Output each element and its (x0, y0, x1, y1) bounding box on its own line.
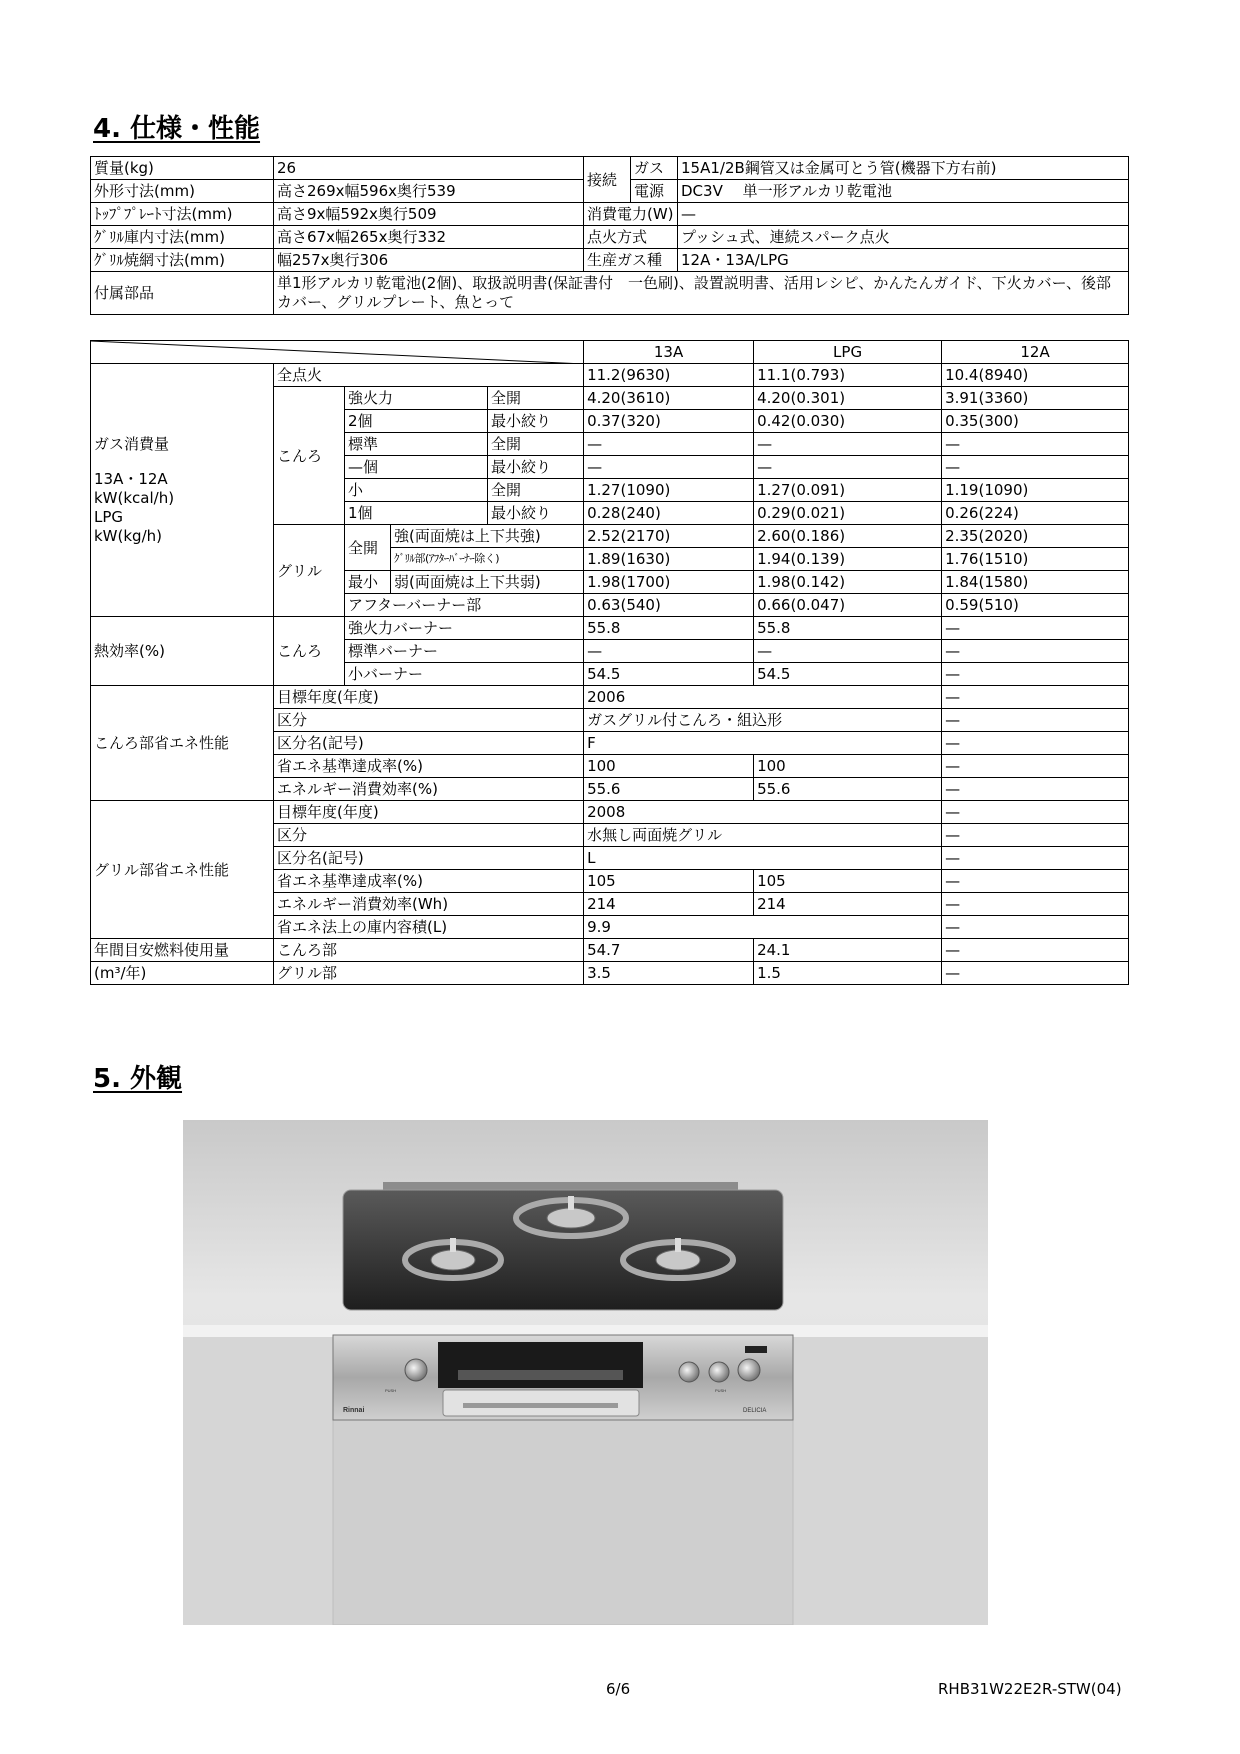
cell: — (942, 939, 1129, 962)
cell: 105 (754, 870, 942, 893)
push-label-right: PUSH (715, 1388, 727, 1393)
cell: 100 (584, 755, 754, 778)
cell: — (942, 686, 1129, 709)
cell: 0.28(240) (584, 502, 754, 525)
stove-label: こんろ (274, 617, 345, 686)
spec-table (90, 156, 1129, 315)
cell: 0.66(0.047) (754, 594, 942, 617)
brand-label: Rinnai (343, 1407, 365, 1414)
target-year-label: 目標年度(年度) (274, 801, 584, 824)
mass-value: 26 (274, 157, 584, 180)
stove-part-label: こんろ部 (274, 939, 584, 962)
gas-unit-line: LPG (94, 507, 124, 526)
header-lpg: LPG (754, 341, 942, 364)
cell: 11.1(0.793) (754, 364, 942, 387)
gas-type-label: 生産ガス種 (584, 249, 678, 272)
cell: F (584, 732, 942, 755)
grill-in-label: ｸﾞﾘﾙ庫内寸法(mm) (91, 226, 274, 249)
both-strong-label: 強(両面焼は上下共強) (391, 525, 584, 548)
afterburner-label: アフターバーナー部 (345, 594, 584, 617)
stove-energy-label: こんろ部省エネ性能 (91, 686, 274, 801)
grill-in-value: 高さ67x幅265x奥行332 (274, 226, 584, 249)
category-label: 区分 (274, 824, 584, 847)
cell: — (942, 916, 1129, 939)
gas-label: ガス (631, 157, 678, 180)
mass-label: 質量(kg) (91, 157, 274, 180)
cell: — (942, 617, 1129, 640)
knob-right-1 (679, 1362, 699, 1382)
cell: — (754, 433, 942, 456)
achievement-label: 省エネ基準達成率(%) (274, 870, 584, 893)
cell: 1.89(1630) (584, 548, 754, 571)
knob-right-3 (738, 1359, 760, 1381)
power-value: DC3V 単一形アルカリ乾電池 (678, 180, 1129, 203)
full-open-label: 全開 (488, 479, 584, 502)
top-value: 高さ9x幅592x奥行509 (274, 203, 584, 226)
grill-net-value: 幅257x奥行306 (274, 249, 584, 272)
annual-unit-label: (m³/年) (91, 962, 274, 985)
achievement-label: 省エネ基準達成率(%) (274, 755, 584, 778)
knob-left (405, 1359, 427, 1381)
cell: — (942, 962, 1129, 985)
cell: 0.63(540) (584, 594, 754, 617)
cabinet-door (333, 1420, 793, 1625)
power-label: 電源 (631, 180, 678, 203)
cell: 0.42(0.030) (754, 410, 942, 433)
cell: 55.8 (584, 617, 754, 640)
cell: 1.19(1090) (942, 479, 1129, 502)
grill-window (438, 1342, 643, 1388)
gas-unit-line: 13A・12A (94, 469, 168, 488)
grill-net-label: ｸﾞﾘﾙ焼網寸法(mm) (91, 249, 274, 272)
cell: — (942, 456, 1129, 479)
cell: 2.52(2170) (584, 525, 754, 548)
conn-label: 接続 (584, 157, 631, 203)
standard-label: 標準 (345, 433, 488, 456)
cell: 0.35(300) (942, 410, 1129, 433)
top-label: ﾄｯﾌﾟﾌﾟﾚｰﾄ寸法(mm) (91, 203, 274, 226)
full-open-label: 全開 (488, 433, 584, 456)
header-12a: 12A (942, 341, 1129, 364)
gas-unit-line: kW(kcal/h) (94, 488, 175, 507)
accessories-value: 単1形アルカリ乾電池(2個)、取扱説明書(保証書付 一色刷)、設置説明書、活用レシピ、かんたんガイド、下火カバー、後部カバー、グリルプレート、魚とって (274, 272, 1129, 315)
consumption-value: — (678, 203, 1129, 226)
cell: 214 (754, 893, 942, 916)
cell: 54.5 (584, 663, 754, 686)
min-throttle-label: 最小絞り (488, 456, 584, 479)
cell: 1.5 (754, 962, 942, 985)
appearance-section-title: 5. 外観 (93, 1064, 183, 1094)
cell: 1.76(1510) (942, 548, 1129, 571)
efficiency-label: エネルギー消費効率(%) (274, 778, 584, 801)
performance-table (90, 340, 1129, 985)
gas-type-value: 12A・13A/LPG (678, 249, 1129, 272)
cell: 4.20(3610) (584, 387, 754, 410)
small-label: 小 (345, 479, 488, 502)
consumption-label: 消費電力(W) (584, 203, 678, 226)
two-label: 2個 (345, 410, 488, 433)
cell: 54.7 (584, 939, 754, 962)
grill-energy-label: グリル部省エネ性能 (91, 801, 274, 939)
cell: ガスグリル付こんろ・組込形 (584, 709, 942, 732)
ignition-label: 点火方式 (584, 226, 678, 249)
cell: 11.2(9630) (584, 364, 754, 387)
cell: 1.27(1090) (584, 479, 754, 502)
cell: — (942, 847, 1129, 870)
cell: — (584, 433, 754, 456)
cell: 105 (584, 870, 754, 893)
page-number: 6/6 (606, 1680, 631, 1698)
cell: 55.6 (584, 778, 754, 801)
strong-label: 強火力 (345, 387, 488, 410)
spec-section-title: 4. 仕様・性能 (93, 114, 261, 144)
min-label: 最小 (345, 571, 391, 594)
cell: 3.91(3360) (942, 387, 1129, 410)
category-name-label: 区分名(記号) (274, 847, 584, 870)
strong-burner-label: 強火力バーナー (345, 617, 584, 640)
cell: 1.27(0.091) (754, 479, 942, 502)
annual-label: 年間目安燃料使用量 (91, 939, 274, 962)
cell: — (754, 456, 942, 479)
grill-part-label: ｸﾞﾘﾙ部(ｱﾌﾀｰﾊﾞｰﾅｰ除く) (391, 548, 584, 571)
grill-label: グリル (274, 525, 345, 617)
header-13a: 13A (584, 341, 754, 364)
cell: 1.84(1580) (942, 571, 1129, 594)
cell: 0.37(320) (584, 410, 754, 433)
small-burner-label: 小バーナー (345, 663, 584, 686)
cell: — (942, 870, 1129, 893)
ignition-value: プッシュ式、連続スパーク点火 (678, 226, 1129, 249)
cell: — (584, 456, 754, 479)
grill-rack (458, 1370, 623, 1380)
target-year-label: 目標年度(年度) (274, 686, 584, 709)
efficiency-wh-label: エネルギー消費効率(Wh) (274, 893, 584, 916)
cell: 55.6 (754, 778, 942, 801)
cell: — (942, 433, 1129, 456)
cell: — (942, 893, 1129, 916)
cell: 0.59(510) (942, 594, 1129, 617)
gas-unit-line: kW(kg/h) (94, 526, 162, 545)
cell: 54.5 (754, 663, 942, 686)
one-label: 1個 (345, 502, 488, 525)
gas-consumption-label: ガス消費量 13A・12A kW(kcal/h) LPG kW(kg/h) (91, 364, 274, 617)
header-diagonal-cell (91, 341, 584, 364)
min-throttle-label: 最小絞り (488, 410, 584, 433)
category-label: 区分 (274, 709, 584, 732)
cell: 水無し両面焼グリル (584, 824, 942, 847)
cell: — (942, 640, 1129, 663)
cell: — (942, 732, 1129, 755)
cell: — (942, 755, 1129, 778)
cell: 10.4(8940) (942, 364, 1129, 387)
gas-value: 15A1/2B鋼管又は金属可とう管(機器下方右前) (678, 157, 1129, 180)
full-open-label: 全開 (345, 525, 391, 571)
standard-burner-label: 標準バーナー (345, 640, 584, 663)
cell: 1.98(1700) (584, 571, 754, 594)
one-dash-label: —個 (345, 456, 488, 479)
cell: 3.5 (584, 962, 754, 985)
cell: — (942, 824, 1129, 847)
push-label-left: PUSH (385, 1388, 397, 1393)
grill-handle (463, 1403, 618, 1408)
cell: 1.94(0.139) (754, 548, 942, 571)
cell: 2.60(0.186) (754, 525, 942, 548)
accessories-label: 付属部品 (91, 272, 274, 315)
category-name-label: 区分名(記号) (274, 732, 584, 755)
product-photo (183, 1120, 988, 1625)
full-open-label: 全開 (488, 387, 584, 410)
grill-part-label: グリル部 (274, 962, 584, 985)
capacity-label: 省エネ法上の庫内容積(L) (274, 916, 584, 939)
cell: — (942, 778, 1129, 801)
both-weak-label: 弱(両面焼は上下共弱) (391, 571, 584, 594)
cell: — (942, 663, 1129, 686)
display-indicator (745, 1346, 767, 1353)
cell: — (584, 640, 754, 663)
cell: 4.20(0.301) (754, 387, 942, 410)
cell: 2006 (584, 686, 942, 709)
cell: 0.26(224) (942, 502, 1129, 525)
cell: 0.29(0.021) (754, 502, 942, 525)
knob-right-2 (709, 1362, 729, 1382)
outer-label: 外形寸法(mm) (91, 180, 274, 203)
all-burners-label: 全点火 (274, 364, 584, 387)
thermal-label: 熱効率(%) (91, 617, 274, 686)
cell: 2008 (584, 801, 942, 824)
cell: — (754, 640, 942, 663)
cell: — (942, 801, 1129, 824)
cell: — (942, 709, 1129, 732)
cell: 9.9 (584, 916, 942, 939)
cell: 55.8 (754, 617, 942, 640)
cell: 24.1 (754, 939, 942, 962)
cell: 100 (754, 755, 942, 778)
cell: L (584, 847, 942, 870)
stove-label: こんろ (274, 387, 345, 525)
cell: 1.98(0.142) (754, 571, 942, 594)
document-code: RHB31W22E2R-STW(04) (938, 1680, 1122, 1698)
outer-value: 高さ269x幅596x奥行539 (274, 180, 584, 203)
min-throttle-label: 最小絞り (488, 502, 584, 525)
model-label: DELICIA (743, 1408, 767, 1414)
cell: 214 (584, 893, 754, 916)
cell: 2.35(2020) (942, 525, 1129, 548)
